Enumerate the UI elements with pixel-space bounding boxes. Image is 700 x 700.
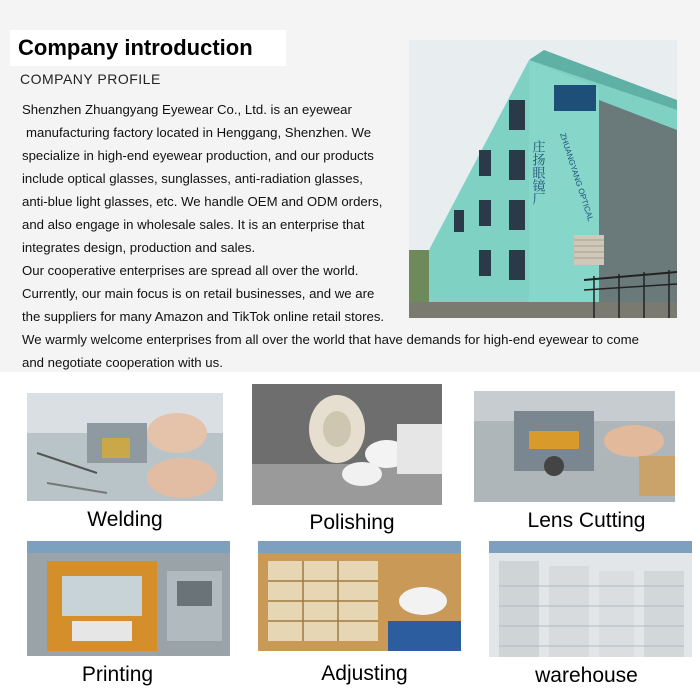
polishing-photo	[252, 384, 442, 505]
caption-warehouse: warehouse	[535, 664, 638, 687]
caption-welding: Welding	[87, 508, 163, 531]
intro-line: include optical glasses, sunglasses, anti-radiation glasses,	[22, 171, 363, 186]
intro-text	[22, 98, 412, 328]
intro-line: Shenzhen Zhuangyang Eyewear Co., Ltd. is an eyewear	[22, 102, 352, 117]
intro-line: manufacturing factory located in Henggang, Shenzhen. We	[26, 125, 372, 140]
caption-printing: Printing	[81, 663, 154, 686]
intro-closing	[22, 328, 692, 374]
intro-line: Currently, our main focus is on retail businesses, and we are	[22, 286, 375, 301]
page-title: Company introduction	[18, 35, 253, 60]
warehouse-photo	[489, 541, 692, 657]
welding-photo	[27, 393, 223, 501]
factory-sign-chinese: 庄扬眼镜厂	[529, 140, 545, 205]
page-subtitle: COMPANY PROFILE	[20, 71, 161, 87]
intro-line: and also engage in wholesale sales. It is an enterprise that	[22, 217, 365, 232]
intro-line: specialize in high-end eyewear production, and our products	[22, 148, 374, 163]
lens-cutting-photo	[474, 391, 675, 502]
caption-adjusting: Adjusting	[321, 662, 408, 685]
intro-line: anti-blue light glasses, etc. We handle OEM and ODM orders,	[22, 194, 383, 209]
printing-photo	[27, 541, 230, 656]
factory-building-photo	[409, 40, 677, 318]
intro-line: Our cooperative enterprises are spread all over the world.	[22, 263, 359, 278]
intro-line: integrates design, production and sales.	[22, 240, 256, 255]
caption-polishing: Polishing	[309, 511, 395, 534]
factory-sign-english: ZHUANGYANG OPTICAL	[558, 131, 596, 223]
caption-lens-cutting: Lens Cutting	[527, 509, 646, 532]
intro-line: the suppliers for many Amazon and TikTok online retail stores.	[22, 309, 385, 324]
closing-line: We warmly welcome enterprises from all over the world that have demands for high-end eyewear to come	[22, 332, 639, 347]
adjusting-photo	[258, 541, 461, 651]
closing-line: and negotiate cooperation with us.	[22, 355, 223, 370]
